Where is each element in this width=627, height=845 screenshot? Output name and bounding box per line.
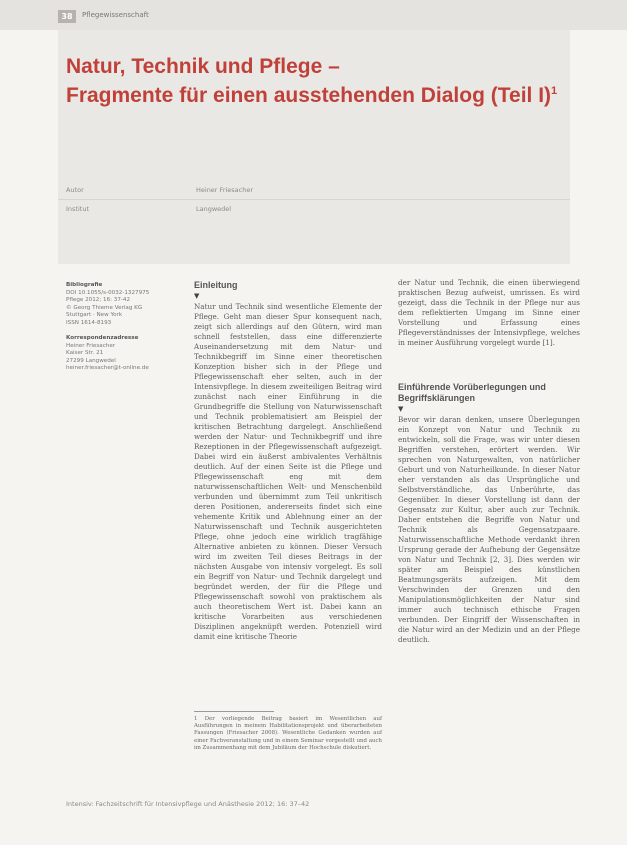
triangle-marker-icon: ▼: [398, 405, 404, 413]
page-footer: Intensiv: Fachzeitschrift für Intensivpflege und Anästhesie 2012; 16: 37–42: [66, 800, 310, 808]
footnote: 1 Der vorliegende Beitrag basiert im Wesentlichen auf Ausführungen in meinem Habilitationsprojekt und überarbeiteten Fassungen (Friesacher 2008). Wesentliche Gedanken wurden auf einer Fachveranstaltung und in einem Seminar vorgestellt und auch im Zusammenhang mit dem Jubiläum der Hochschule diskutiert.: [194, 716, 382, 751]
biblio-line: © Georg Thieme Verlag KG: [66, 304, 143, 311]
column-2-top: [398, 278, 580, 356]
biblio-line: DOI 10.1055/s-0032-1327975: [66, 289, 150, 296]
author-value: Heiner Friesacher: [196, 186, 254, 194]
corr-line: 27299 Langwedel: [66, 357, 116, 364]
section-heading-intro: Einleitung: [194, 280, 238, 290]
continuation-paragraph: der Natur und Technik, die einen überwiegend praktischen Bezug aufweist, umrissen. Es wird gezeigt, dass die Technik in der Pflege nur aus dem reflektierten Umgang im Sinne einer Vorstellung und Erfassung eines Pflegeverständnisses der Intensivpflege, welches in meiner Ausführung vorgelegt wurde [1].: [398, 278, 580, 347]
running-title: Pflegewissenschaft: [82, 11, 149, 19]
title-line-1: Natur, Technik und Pflege –: [66, 55, 340, 78]
corr-line: Kaiser Str. 21: [66, 350, 104, 356]
bibliography-block: [66, 282, 186, 327]
institute-label: Institut: [66, 205, 89, 213]
institute-value: Langwedel: [196, 205, 232, 213]
biblio-line: Stuttgart · New York: [66, 312, 123, 318]
article-title: [66, 55, 566, 108]
title-footnote-mark: 1: [551, 85, 558, 97]
biblio-line: Pflege 2012; 16: 37-42: [66, 297, 131, 303]
biblio-line: ISSN 1614-8193: [66, 319, 112, 326]
corr-line: Heiner Friesacher: [66, 342, 116, 349]
triangle-marker-icon: ▼: [194, 292, 200, 300]
intro-text-column: [194, 302, 382, 702]
pre-text-column: [398, 415, 580, 785]
correspondence-heading: Korrespondenzadresse: [66, 335, 139, 341]
page-number: 38: [58, 10, 76, 23]
pre-paragraph: Bevor wir daran denken, unsere Überlegungen ein Konzept von Natur und Technik zu entwickeln, soll die Frage, was wir unter diesen Begriffen verstehen, erörtert werden. Wir sprechen von Naturgewalten, von natürlicher Geburt und von Naturheilkunde. In dieser Natur eher verstanden als das Ursprüngliche und Selbstverständliche, das Unberührte, das Gegenüber. In dieser Vorstellung ist dann der Gegensatz zur Kultur, aber auch zur Technik. Daher entstehen die Begriffe von Natur und Technik als Gegensatzpaare. Naturwissenschaftliche Methode verdankt ihren Ursprung gerade der Aufhebung der Gegensätze von Natur und Technik [2, 3]. Dies werden wir später am Beispiel des künstlichen Beatmungsgeräts aufzeigen. Mit dem Verschwinden der Grenzen und den Manipulationsmöglichkeiten der Natur sind immer auch technisch ethische Fragen verbunden. Der Eingriff der Wissenschaften in die Natur wird an der Medizin und an der Pflege deutlich.: [398, 415, 580, 644]
intro-paragraph: Natur und Technik sind wesentliche Elemente der Pflege. Geht man dieser Spur konsequent nach, zeigt sich allerdings auf den Gütern, wird man schnell feststellen, dass eine differenzierte Auseinandersetzung mit dem Natur- und Technikbegriff im Sinne einer theoretischen Konzeption bisher sich in der Pflege und Pflegewissenschaft eher selten, auch in der Intensivpflege. In diesem zweiteiligen Beitrag wird zunächst nach einer Einführung in die Grundbegriffe die Stellung von Naturwissenschaft und Technik problematisiert am Beispiel der kritischen Betrachtung dargelegt. Anschließend werden der Natur- und Technikbegriff und ihre Rezeptionen in der Pflegewissenschaft aufgezeigt. Dabei wird ein äußerst ambivalentes Verhältnis deutlich. Auf der einen Seite ist die Pflege und Pflegewissenschaft eng mit dem naturwissenschaftlichen Welt- und Menschenbild verbunden und übernimmt zum Teil unkritisch deren Positionen, andererseits findet sich eine vehemente Kritik und Ablehnung einer an der Naturwissenschaft und Technik ausgerichteten Pflege, ohne jedoch eine wirklich tragfähige Alternative anbieten zu können. Dieser Versuch wird im zweiten Teil dieses Beitrags in der nächsten Ausgabe von intensiv vorgelegt. Es soll ein Begriff von Natur- und Technik dargelegt und begründet werden, der für die Pflege und Pflegewissenschaft sowohl von praktischem als auch theoretischem Wert ist. Dabei kann an kritische Vorarbeiten aus verschiedenen Disziplinen angeknüpft werden. Potenziell wird damit eine kritische Theorie: [194, 302, 382, 641]
meta-divider: [58, 199, 570, 200]
bibliography-heading: Bibliografie: [66, 282, 103, 288]
corr-line: heiner.friesacher@t-online.de: [66, 365, 149, 371]
footnote-rule: [194, 711, 274, 712]
correspondence-block: [66, 335, 186, 373]
title-line-2: Fragmente für einen ausstehenden Dialog (Teil I)$^1$: [66, 84, 558, 107]
section-heading-pre: Einführende Vorüberlegungen und Begriffsklärungen: [398, 382, 546, 403]
author-label: Autor: [66, 186, 84, 194]
